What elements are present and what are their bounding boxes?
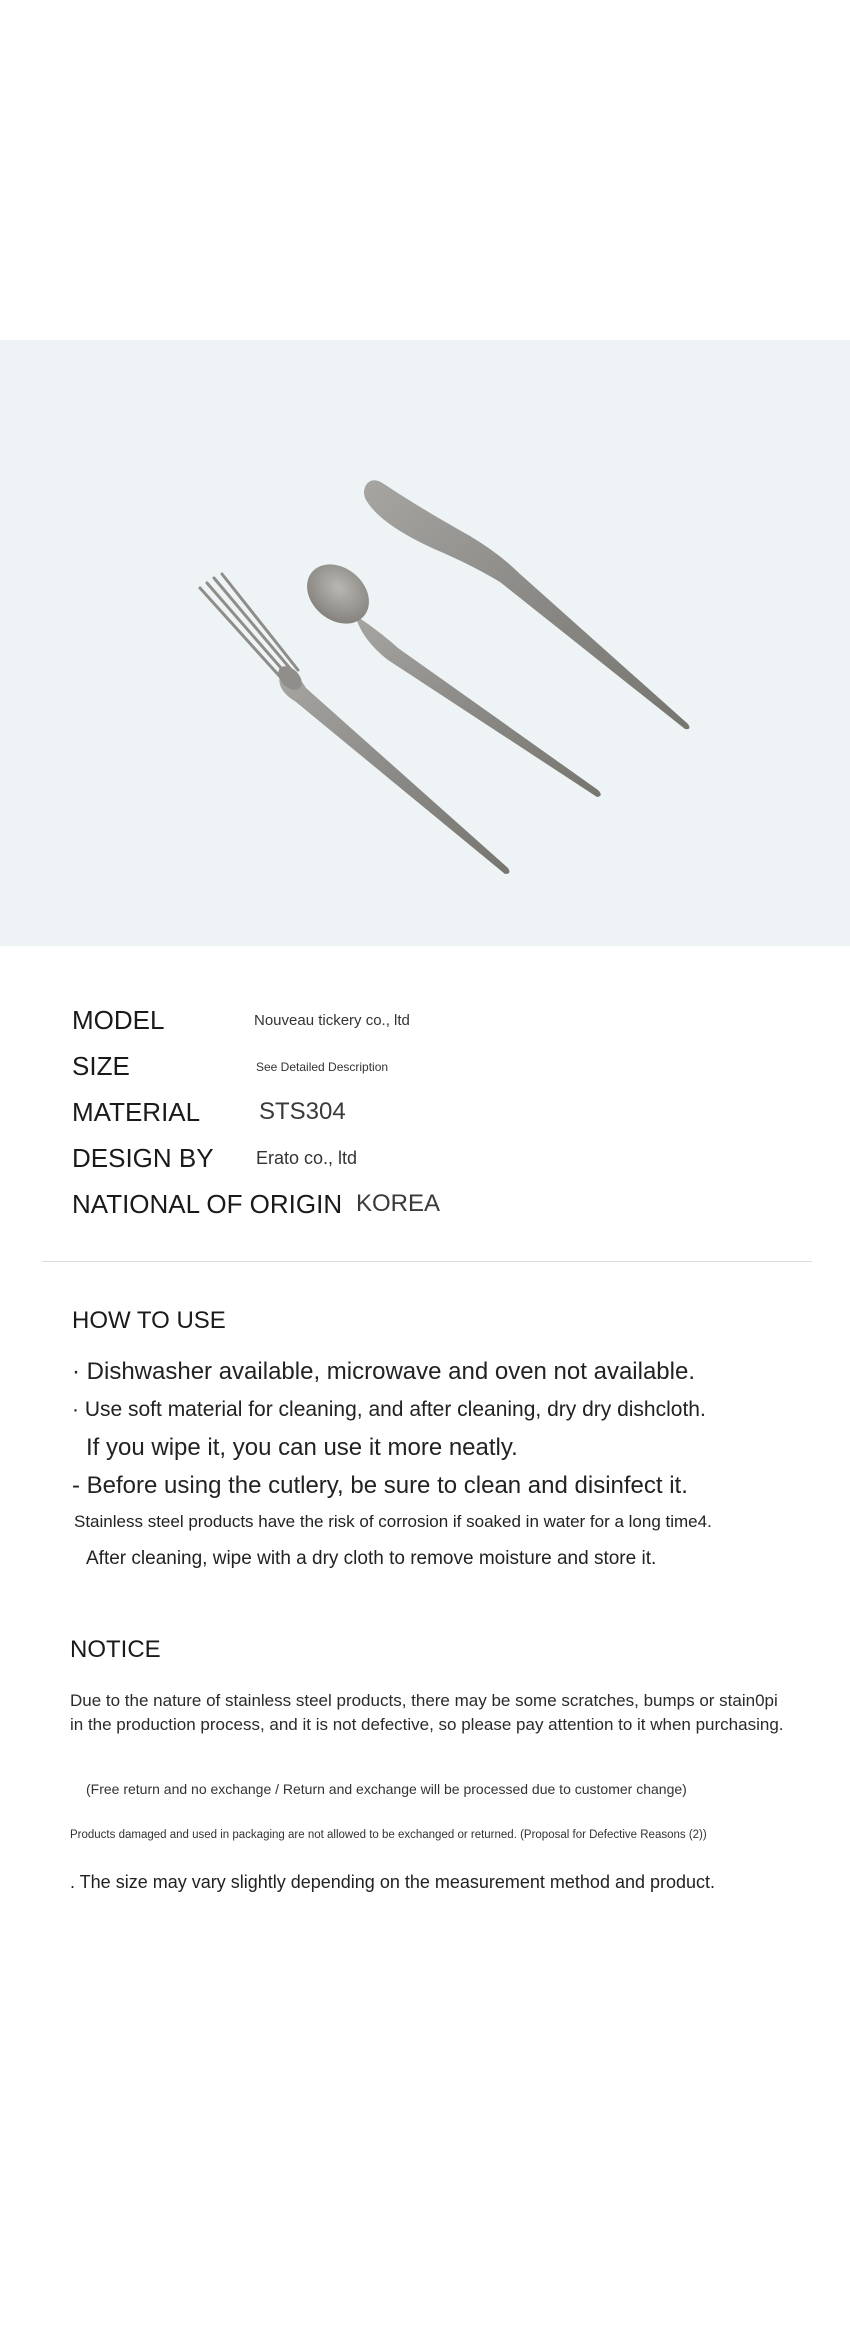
notice-damaged: Products damaged and used in packaging are not allowed to be exchanged or returned. (Proposal for Defective Reasons (2)) [70,1829,707,1841]
spec-row-design [72,1143,812,1183]
notice-title: NOTICE [70,1636,161,1663]
spec-row-model [72,1005,812,1045]
section-divider [42,1261,812,1262]
notice-free-return: (Free return and no exchange / Return and exchange will be processed due to customer change) [86,1781,687,1797]
material-label: MATERIAL [72,1097,201,1127]
how-to-use-line-5: Stainless steel products have the risk of corrosion if soaked in water for a long time4. [74,1512,712,1531]
origin-value: KOREA [356,1190,441,1217]
notice-paragraph: Due to the nature of stainless steel products, there may be some scratches, bumps or stain0pi in the production process, and it is not defective, so please pay attention to it when purchasing. [70,1691,784,1734]
how-to-use-line-3: If you wipe it, you can use it more neatly. [86,1434,518,1461]
spec-row-material [72,1097,812,1137]
how-to-use-line-2: · Use soft material for cleaning, and after cleaning, dry dry dishcloth. [72,1398,706,1421]
how-to-use-title: HOW TO USE [72,1307,226,1334]
size-value: See Detailed Description [256,1060,389,1074]
design-by-value: Erato co., ltd [256,1148,358,1168]
spec-row-origin [72,1189,812,1229]
notice-size-note: . The size may vary slightly depending on the measurement method and product. [70,1872,716,1892]
how-to-use-line-6: After cleaning, wipe with a dry cloth to remove moisture and store it. [86,1548,657,1569]
material-value: STS304 [259,1098,346,1125]
model-value: Nouveau tickery co., ltd [254,1012,410,1029]
design-by-label: DESIGN BY [72,1143,214,1173]
how-to-use-line-1: · Dishwasher available, microwave and oven not available. [72,1358,695,1385]
model-label: MODEL [72,1005,165,1035]
how-to-use-line-4: - Before using the cutlery, be sure to clean and disinfect it. [72,1472,688,1499]
knife-icon [364,480,689,729]
spoon-icon [295,552,601,797]
spec-row-size [72,1051,812,1091]
size-label: SIZE [72,1051,130,1081]
origin-label: NATIONAL OF ORIGIN [72,1189,343,1219]
product-photo [0,340,850,946]
